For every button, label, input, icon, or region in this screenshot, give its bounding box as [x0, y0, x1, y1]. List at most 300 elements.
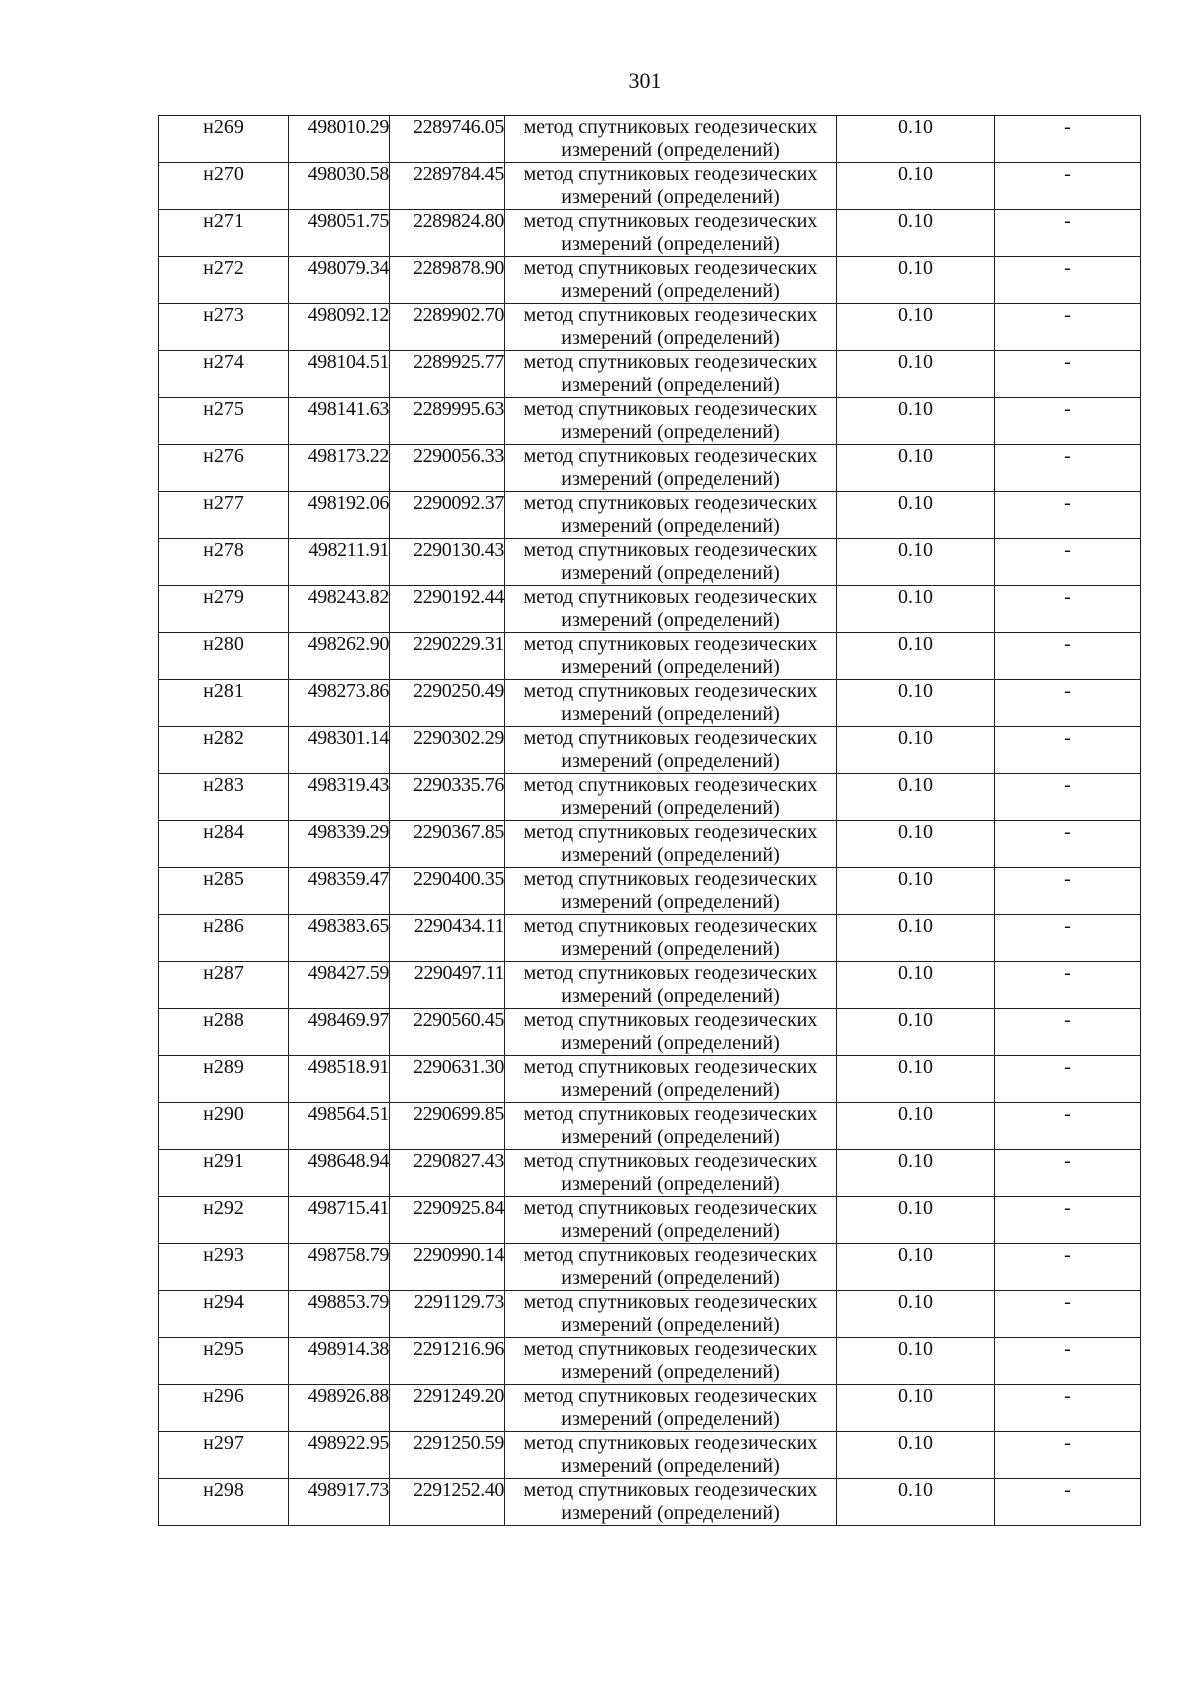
- point-name-cell: [159, 445, 289, 492]
- point-name-cell: [159, 539, 289, 586]
- accuracy-cell: [837, 163, 995, 210]
- accuracy-cell: [837, 962, 995, 1009]
- method-cell: [505, 774, 837, 821]
- table-row: [159, 868, 1141, 915]
- point-name-cell: [159, 1009, 289, 1056]
- table-row: [159, 398, 1141, 445]
- x-coordinate-cell: [289, 727, 390, 774]
- point-name-text: н274: [203, 351, 244, 373]
- extra-text: -: [1064, 868, 1071, 890]
- accuracy-text: 0.10: [898, 492, 933, 514]
- y-coordinate-cell: [390, 1103, 505, 1150]
- point-name-cell: [159, 1150, 289, 1197]
- accuracy-text: 0.10: [898, 821, 933, 843]
- x-coordinate-text: 498518.91: [307, 1056, 389, 1078]
- y-coordinate-cell: [390, 1432, 505, 1479]
- extra-text: -: [1064, 774, 1071, 796]
- extra-text: -: [1064, 727, 1071, 749]
- y-coordinate-cell: [390, 1479, 505, 1526]
- x-coordinate-cell: [289, 1056, 390, 1103]
- method-cell: [505, 821, 837, 868]
- accuracy-cell: [837, 868, 995, 915]
- method-text: метод спутниковых геодезических: [523, 821, 818, 843]
- accuracy-cell: [837, 1479, 995, 1526]
- table-row: [159, 962, 1141, 1009]
- method-text: метод спутниковых геодезических: [523, 962, 818, 984]
- accuracy-cell: [837, 1432, 995, 1479]
- extra-cell: [995, 1385, 1141, 1432]
- y-coordinate-text: 2290229.31: [412, 633, 504, 655]
- y-coordinate-cell: [390, 1009, 505, 1056]
- y-coordinate-cell: [390, 304, 505, 351]
- point-name-cell: [159, 116, 289, 163]
- y-coordinate-text: 2289746.05: [412, 116, 504, 138]
- method-text: измерений (определений): [561, 326, 780, 349]
- accuracy-text: 0.10: [898, 1056, 933, 1078]
- x-coordinate-text: 498758.79: [307, 1244, 389, 1266]
- method-cell: [505, 1150, 837, 1197]
- point-name-text: н272: [203, 257, 244, 279]
- method-cell: [505, 304, 837, 351]
- x-coordinate-text: 498926.88: [307, 1385, 389, 1407]
- x-coordinate-cell: [289, 1291, 390, 1338]
- x-coordinate-text: 498051.75: [307, 210, 389, 232]
- table-row: [159, 1244, 1141, 1291]
- x-coordinate-cell: [289, 304, 390, 351]
- method-text: метод спутниковых геодезических: [523, 1291, 818, 1313]
- y-coordinate-text: 2290056.33: [412, 445, 504, 467]
- method-cell: [505, 163, 837, 210]
- y-coordinate-cell: [390, 492, 505, 539]
- extra-cell: [995, 821, 1141, 868]
- extra-text: -: [1064, 680, 1071, 702]
- accuracy-cell: [837, 1150, 995, 1197]
- y-coordinate-cell: [390, 163, 505, 210]
- extra-cell: [995, 351, 1141, 398]
- method-cell: [505, 116, 837, 163]
- x-coordinate-text: 498427.59: [307, 962, 389, 984]
- accuracy-cell: [837, 1244, 995, 1291]
- y-coordinate-cell: [390, 116, 505, 163]
- method-text: измерений (определений): [561, 1501, 780, 1524]
- extra-cell: [995, 445, 1141, 492]
- extra-cell: [995, 962, 1141, 1009]
- method-text: метод спутниковых геодезических: [523, 1197, 818, 1219]
- method-text: метод спутниковых геодезических: [523, 445, 818, 467]
- accuracy-cell: [837, 304, 995, 351]
- point-name-cell: [159, 868, 289, 915]
- point-name-cell: [159, 727, 289, 774]
- point-name-text: н275: [203, 398, 244, 420]
- accuracy-cell: [837, 633, 995, 680]
- table-row: [159, 1056, 1141, 1103]
- y-coordinate-text: 2289925.77: [412, 351, 504, 373]
- x-coordinate-cell: [289, 1150, 390, 1197]
- table-row: [159, 1009, 1141, 1056]
- method-cell: [505, 962, 837, 1009]
- method-text: измерений (определений): [561, 1125, 780, 1148]
- y-coordinate-text: 2291252.40: [412, 1479, 504, 1501]
- extra-cell: [995, 163, 1141, 210]
- x-coordinate-cell: [289, 492, 390, 539]
- accuracy-cell: [837, 1103, 995, 1150]
- extra-text: -: [1064, 915, 1071, 937]
- y-coordinate-text: 2290335.76: [412, 774, 504, 796]
- method-text: измерений (определений): [561, 1219, 780, 1242]
- y-coordinate-cell: [390, 257, 505, 304]
- x-coordinate-text: 498339.29: [307, 821, 389, 843]
- x-coordinate-cell: [289, 116, 390, 163]
- accuracy-cell: [837, 727, 995, 774]
- method-cell: [505, 210, 837, 257]
- accuracy-text: 0.10: [898, 1150, 933, 1172]
- accuracy-text: 0.10: [898, 586, 933, 608]
- x-coordinate-cell: [289, 351, 390, 398]
- x-coordinate-text: 498243.82: [307, 586, 389, 608]
- method-cell: [505, 915, 837, 962]
- x-coordinate-cell: [289, 398, 390, 445]
- y-coordinate-text: 2289824.80: [412, 210, 504, 232]
- accuracy-text: 0.10: [898, 1291, 933, 1313]
- method-text: измерений (определений): [561, 1454, 780, 1477]
- point-name-cell: [159, 821, 289, 868]
- point-name-cell: [159, 1338, 289, 1385]
- extra-text: -: [1064, 1338, 1071, 1360]
- method-text: измерений (определений): [561, 1266, 780, 1289]
- y-coordinate-text: 2290400.35: [412, 868, 504, 890]
- accuracy-cell: [837, 821, 995, 868]
- y-coordinate-text: 2290092.37: [412, 492, 504, 514]
- method-text: измерений (определений): [561, 937, 780, 960]
- y-coordinate-text: 2289784.45: [412, 163, 504, 185]
- point-name-cell: [159, 398, 289, 445]
- x-coordinate-text: 498715.41: [307, 1197, 389, 1219]
- table-row: [159, 1291, 1141, 1338]
- point-name-cell: [159, 633, 289, 680]
- accuracy-text: 0.10: [898, 868, 933, 890]
- y-coordinate-cell: [390, 774, 505, 821]
- y-coordinate-text: 2290302.29: [412, 727, 504, 749]
- y-coordinate-text: 2290631.30: [412, 1056, 504, 1078]
- accuracy-text: 0.10: [898, 304, 933, 326]
- x-coordinate-text: 498853.79: [307, 1291, 389, 1313]
- accuracy-text: 0.10: [898, 539, 933, 561]
- method-text: метод спутниковых геодезических: [523, 163, 818, 185]
- table-row: [159, 821, 1141, 868]
- y-coordinate-text: 2290367.85: [412, 821, 504, 843]
- method-text: метод спутниковых геодезических: [523, 116, 818, 138]
- y-coordinate-cell: [390, 445, 505, 492]
- accuracy-cell: [837, 1197, 995, 1244]
- accuracy-cell: [837, 915, 995, 962]
- y-coordinate-text: 2289902.70: [412, 304, 504, 326]
- point-name-cell: [159, 1479, 289, 1526]
- extra-text: -: [1064, 1244, 1071, 1266]
- method-text: метод спутниковых геодезических: [523, 1009, 818, 1031]
- y-coordinate-text: 2289995.63: [412, 398, 504, 420]
- extra-text: -: [1064, 1291, 1071, 1313]
- x-coordinate-text: 498010.29: [307, 116, 389, 138]
- extra-text: -: [1064, 304, 1071, 326]
- y-coordinate-text: 2290497.11: [413, 962, 504, 984]
- x-coordinate-cell: [289, 680, 390, 727]
- point-name-text: н270: [203, 163, 244, 185]
- method-text: метод спутниковых геодезических: [523, 586, 818, 608]
- y-coordinate-cell: [390, 727, 505, 774]
- method-cell: [505, 1197, 837, 1244]
- extra-text: -: [1064, 1479, 1071, 1501]
- point-name-cell: [159, 1103, 289, 1150]
- point-name-text: н298: [203, 1479, 244, 1501]
- table-row: [159, 492, 1141, 539]
- method-text: метод спутниковых геодезических: [523, 1432, 818, 1454]
- point-name-text: н282: [203, 727, 244, 749]
- method-text: измерений (определений): [561, 702, 780, 725]
- accuracy-cell: [837, 116, 995, 163]
- x-coordinate-text: 498922.95: [307, 1432, 389, 1454]
- x-coordinate-text: 498173.22: [307, 445, 389, 467]
- y-coordinate-cell: [390, 351, 505, 398]
- table-row: [159, 1432, 1141, 1479]
- accuracy-cell: [837, 680, 995, 727]
- accuracy-text: 0.10: [898, 398, 933, 420]
- method-text: метод спутниковых геодезических: [523, 1103, 818, 1125]
- method-cell: [505, 1479, 837, 1526]
- point-name-cell: [159, 163, 289, 210]
- y-coordinate-text: 2291249.20: [412, 1385, 504, 1407]
- extra-text: -: [1064, 633, 1071, 655]
- extra-text: -: [1064, 1150, 1071, 1172]
- y-coordinate-cell: [390, 1291, 505, 1338]
- y-coordinate-cell: [390, 586, 505, 633]
- y-coordinate-cell: [390, 1338, 505, 1385]
- accuracy-text: 0.10: [898, 210, 933, 232]
- page-number: 301: [628, 68, 662, 93]
- y-coordinate-text: 2290434.11: [413, 915, 504, 937]
- point-name-text: н294: [203, 1291, 244, 1313]
- extra-cell: [995, 398, 1141, 445]
- y-coordinate-text: 2290130.43: [412, 539, 504, 561]
- method-text: измерений (определений): [561, 1360, 780, 1383]
- extra-cell: [995, 1150, 1141, 1197]
- x-coordinate-text: 498319.43: [307, 774, 389, 796]
- point-name-cell: [159, 304, 289, 351]
- extra-text: -: [1064, 539, 1071, 561]
- method-cell: [505, 633, 837, 680]
- point-name-text: н292: [203, 1197, 244, 1219]
- x-coordinate-text: 498262.90: [307, 633, 389, 655]
- method-text: метод спутниковых геодезических: [523, 1244, 818, 1266]
- extra-cell: [995, 868, 1141, 915]
- method-text: измерений (определений): [561, 796, 780, 819]
- x-coordinate-cell: [289, 1338, 390, 1385]
- y-coordinate-cell: [390, 680, 505, 727]
- point-name-cell: [159, 492, 289, 539]
- x-coordinate-cell: [289, 1103, 390, 1150]
- y-coordinate-cell: [390, 1150, 505, 1197]
- point-name-cell: [159, 1385, 289, 1432]
- method-text: метод спутниковых геодезических: [523, 1385, 818, 1407]
- x-coordinate-text: 498079.34: [307, 257, 389, 279]
- extra-text: -: [1064, 116, 1071, 138]
- point-name-text: н297: [203, 1432, 244, 1454]
- method-text: измерений (определений): [561, 608, 780, 631]
- x-coordinate-text: 498092.12: [307, 304, 389, 326]
- method-text: метод спутниковых геодезических: [523, 1056, 818, 1078]
- method-text: измерений (определений): [561, 749, 780, 772]
- accuracy-text: 0.10: [898, 727, 933, 749]
- extra-text: -: [1064, 821, 1071, 843]
- point-name-cell: [159, 210, 289, 257]
- x-coordinate-text: 498030.58: [307, 163, 389, 185]
- accuracy-text: 0.10: [898, 1197, 933, 1219]
- method-text: измерений (определений): [561, 561, 780, 584]
- method-cell: [505, 398, 837, 445]
- point-name-text: н289: [203, 1056, 244, 1078]
- x-coordinate-cell: [289, 163, 390, 210]
- point-name-cell: [159, 351, 289, 398]
- method-cell: [505, 1244, 837, 1291]
- accuracy-text: 0.10: [898, 680, 933, 702]
- point-name-text: н281: [203, 680, 244, 702]
- method-text: измерений (определений): [561, 890, 780, 913]
- table-row: [159, 633, 1141, 680]
- method-text: метод спутниковых геодезических: [523, 492, 818, 514]
- method-cell: [505, 539, 837, 586]
- method-text: измерений (определений): [561, 1313, 780, 1336]
- extra-cell: [995, 116, 1141, 163]
- point-name-cell: [159, 586, 289, 633]
- point-name-text: н283: [203, 774, 244, 796]
- accuracy-text: 0.10: [898, 774, 933, 796]
- point-name-cell: [159, 774, 289, 821]
- table-row: [159, 1197, 1141, 1244]
- table-row: [159, 1150, 1141, 1197]
- x-coordinate-text: 498564.51: [307, 1103, 389, 1125]
- accuracy-text: 0.10: [898, 1009, 933, 1031]
- y-coordinate-cell: [390, 1244, 505, 1291]
- extra-cell: [995, 1056, 1141, 1103]
- method-cell: [505, 1009, 837, 1056]
- point-name-cell: [159, 1291, 289, 1338]
- extra-cell: [995, 774, 1141, 821]
- point-name-text: н285: [203, 868, 244, 890]
- coordinates-table-body: [159, 116, 1141, 1526]
- method-cell: [505, 680, 837, 727]
- point-name-text: н287: [203, 962, 244, 984]
- y-coordinate-cell: [390, 1197, 505, 1244]
- method-text: измерений (определений): [561, 1031, 780, 1054]
- y-coordinate-text: 2290699.85: [412, 1103, 504, 1125]
- accuracy-cell: [837, 1291, 995, 1338]
- accuracy-cell: [837, 1338, 995, 1385]
- method-text: измерений (определений): [561, 279, 780, 302]
- extra-text: -: [1064, 163, 1071, 185]
- method-text: измерений (определений): [561, 1172, 780, 1195]
- point-name-text: н288: [203, 1009, 244, 1031]
- extra-text: -: [1064, 962, 1071, 984]
- accuracy-cell: [837, 1009, 995, 1056]
- y-coordinate-text: 2290250.49: [412, 680, 504, 702]
- y-coordinate-text: 2291250.59: [412, 1432, 504, 1454]
- coordinates-table: [158, 115, 1141, 1526]
- method-text: измерений (определений): [561, 1407, 780, 1430]
- x-coordinate-cell: [289, 633, 390, 680]
- extra-cell: [995, 1244, 1141, 1291]
- point-name-text: н286: [203, 915, 244, 937]
- accuracy-text: 0.10: [898, 1432, 933, 1454]
- method-cell: [505, 1291, 837, 1338]
- table-row: [159, 1385, 1141, 1432]
- x-coordinate-cell: [289, 445, 390, 492]
- extra-cell: [995, 1479, 1141, 1526]
- extra-cell: [995, 1009, 1141, 1056]
- x-coordinate-text: 498141.63: [307, 398, 389, 420]
- method-text: измерений (определений): [561, 843, 780, 866]
- extra-text: -: [1064, 492, 1071, 514]
- method-text: метод спутниковых геодезических: [523, 398, 818, 420]
- point-name-cell: [159, 257, 289, 304]
- method-text: метод спутниковых геодезических: [523, 727, 818, 749]
- method-cell: [505, 1338, 837, 1385]
- point-name-text: н284: [203, 821, 244, 843]
- x-coordinate-cell: [289, 210, 390, 257]
- x-coordinate-cell: [289, 774, 390, 821]
- point-name-text: н296: [203, 1385, 244, 1407]
- method-text: метод спутниковых геодезических: [523, 1338, 818, 1360]
- table-row: [159, 116, 1141, 163]
- method-text: метод спутниковых геодезических: [523, 257, 818, 279]
- extra-text: -: [1064, 398, 1071, 420]
- x-coordinate-text: 498383.65: [307, 915, 389, 937]
- method-text: метод спутниковых геодезических: [523, 915, 818, 937]
- x-coordinate-cell: [289, 1197, 390, 1244]
- method-cell: [505, 351, 837, 398]
- accuracy-cell: [837, 586, 995, 633]
- extra-text: -: [1064, 210, 1071, 232]
- extra-cell: [995, 492, 1141, 539]
- x-coordinate-cell: [289, 821, 390, 868]
- x-coordinate-cell: [289, 539, 390, 586]
- accuracy-text: 0.10: [898, 445, 933, 467]
- method-text: измерений (определений): [561, 138, 780, 161]
- method-text: измерений (определений): [561, 232, 780, 255]
- extra-cell: [995, 539, 1141, 586]
- extra-cell: [995, 680, 1141, 727]
- extra-text: -: [1064, 351, 1071, 373]
- table-row: [159, 727, 1141, 774]
- method-text: измерений (определений): [561, 1078, 780, 1101]
- method-cell: [505, 1056, 837, 1103]
- point-name-cell: [159, 1244, 289, 1291]
- extra-cell: [995, 915, 1141, 962]
- table-row: [159, 1338, 1141, 1385]
- y-coordinate-cell: [390, 821, 505, 868]
- accuracy-text: 0.10: [898, 1103, 933, 1125]
- y-coordinate-cell: [390, 1385, 505, 1432]
- x-coordinate-text: 498273.86: [307, 680, 389, 702]
- method-text: метод спутниковых геодезических: [523, 680, 818, 702]
- extra-text: -: [1064, 1432, 1071, 1454]
- point-name-text: н271: [203, 210, 244, 232]
- method-text: метод спутниковых геодезических: [523, 774, 818, 796]
- method-text: метод спутниковых геодезических: [523, 633, 818, 655]
- x-coordinate-text: 498192.06: [307, 492, 389, 514]
- table-row: [159, 774, 1141, 821]
- accuracy-cell: [837, 1056, 995, 1103]
- accuracy-text: 0.10: [898, 633, 933, 655]
- accuracy-text: 0.10: [898, 257, 933, 279]
